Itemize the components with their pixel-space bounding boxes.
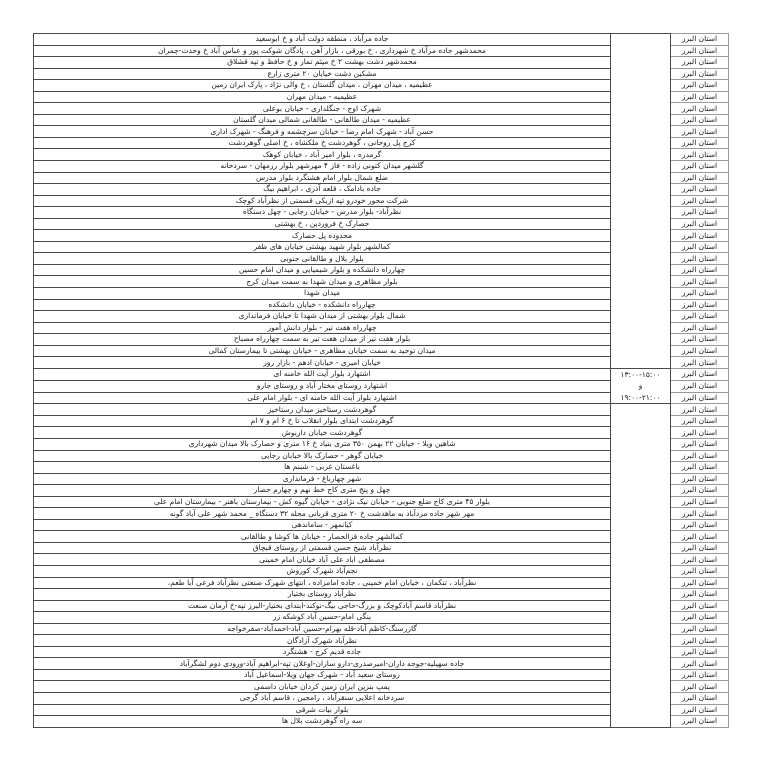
province-cell: استان البرز — [671, 80, 729, 92]
province-cell: استان البرز — [671, 577, 729, 589]
province-cell: استان البرز — [671, 276, 729, 288]
address-cell: بلوار هفت تیر از میدان هفت تیر به سمت چهارراه مصباح — [34, 334, 611, 346]
province-cell: استان البرز — [671, 623, 729, 635]
outage-table-body — [34, 34, 729, 728]
province-cell: استان البرز — [671, 114, 729, 126]
address-cell: مشکین دشت خیابان ۲۰ متری زارع — [34, 68, 611, 80]
address-cell: نظرآباد- بلوار مدرس - خیابان رجایی - چهل دستگاه — [34, 207, 611, 219]
address-cell: گازرستگ-کاظم آباد-قله بهرام-حسین آباد-احمدآباد-صفرخواجه — [34, 623, 611, 635]
address-cell: گوهردشت خیابان داریوش — [34, 427, 611, 439]
province-cell: استان البرز — [671, 485, 729, 497]
address-cell: اشتهارد بلوار آیت الله خامنه ای — [34, 368, 611, 380]
address-cell: ینگی امام-حسین آباد کوشکه زر — [34, 612, 611, 624]
outage-table — [33, 33, 729, 728]
address-cell: محمدشهر جاده مرآباد خ شهرداری ، خ بورقی ، بازار آهن ، پادگان شوکت پور و عباس آباد خ وحدت-چمران — [34, 45, 611, 57]
address-cell: روستای سعید آباد - شهرک جهان ویلا-اسماعیل آباد — [34, 669, 611, 681]
address-cell: بلوار بیات شرقی — [34, 704, 611, 716]
province-cell: استان البرز — [671, 299, 729, 311]
outage-table-grid — [33, 33, 729, 728]
address-cell: حصارک خ فروردین ، خ بهشتی — [34, 218, 611, 230]
province-cell: استان البرز — [671, 716, 729, 728]
province-cell: استان البرز — [671, 126, 729, 138]
address-cell: نظرآباد روستای بختیار — [34, 589, 611, 601]
province-cell: استان البرز — [671, 311, 729, 323]
province-cell: استان البرز — [671, 322, 729, 334]
province-cell: استان البرز — [671, 704, 729, 716]
address-cell: خیابان گوهر - حصارک بالا خیابان رجایی — [34, 450, 611, 462]
address-cell: عظیمیه - میدان طالقانی - طالقانی شمالی میدان گلستان — [34, 114, 611, 126]
province-cell: استان البرز — [671, 161, 729, 173]
province-cell: استان البرز — [671, 450, 729, 462]
province-cell: استان البرز — [671, 635, 729, 647]
outage-time-cell — [611, 368, 671, 404]
address-cell: اشتهارد روستای مختار آباد و روستای جارو — [34, 380, 611, 392]
address-cell: سردخانه اعلایی سنقرآباد ، رامجین ، قاسم آباد گرجی — [34, 693, 611, 705]
outage-time-line: ۱۹:۰۰-۲۱:۰۰ — [620, 392, 661, 402]
address-cell: باغستان غربی - شبنم ها — [34, 462, 611, 474]
province-cell: استان البرز — [671, 368, 729, 380]
address-cell: محمدشهر دشت بهشت ۲ خ میثم تمار و خ حافظ و تپه قشلاق — [34, 57, 611, 69]
address-cell: گوهردشت رستاخیز میدان رستاخیز — [34, 404, 611, 416]
table-row — [34, 404, 729, 416]
address-cell: کرج پل روحانی ، گوهردشت خ ملکشاه ، خ اصلی گوهردشت — [34, 137, 611, 149]
address-cell: شهرک اوج - جنگلداری - خیابان بوعلی — [34, 103, 611, 115]
address-cell: مهر شهر جاده مردآباد به ماهدشت خ ۲۰ متری قربانی محله ۳۲ دستگاه _ محمد شهر علی آباد گونه — [34, 508, 611, 520]
address-cell: جاده بادامک ، قلعه آذری ، ابراهیم بیگ — [34, 184, 611, 196]
province-cell: استان البرز — [671, 230, 729, 242]
province-cell: استان البرز — [671, 496, 729, 508]
address-cell: میدان شهدا — [34, 288, 611, 300]
province-cell: استان البرز — [671, 288, 729, 300]
province-cell: استان البرز — [671, 137, 729, 149]
table-row — [34, 34, 729, 46]
province-cell: استان البرز — [671, 68, 729, 80]
province-cell: استان البرز — [671, 542, 729, 554]
province-cell: استان البرز — [671, 404, 729, 416]
address-cell: مصطفی اباد علی آباد خیابان امام خمینی — [34, 554, 611, 566]
province-cell: استان البرز — [671, 218, 729, 230]
province-cell: استان البرز — [671, 600, 729, 612]
address-cell: حسن آباد - شهرک امام رضا - خیابان سرچشمه و فرهنگ - شهرک اداری — [34, 126, 611, 138]
province-cell: استان البرز — [671, 566, 729, 578]
table-row — [34, 368, 729, 380]
address-cell: شرکت محور خودرو تپه ازبکی قسمتی از نظرآباد کوچک — [34, 195, 611, 207]
address-cell: شمال بلوار بهشتی از میدان شهدا تا خیابان فرمانداری — [34, 311, 611, 323]
province-cell: استان البرز — [671, 462, 729, 474]
province-cell: استان البرز — [671, 34, 729, 46]
address-cell: جاده مرآباد ، منطقه دولت آباد و خ ابوسعید — [34, 34, 611, 46]
province-cell: استان البرز — [671, 172, 729, 184]
province-cell: استان البرز — [671, 531, 729, 543]
province-cell: استان البرز — [671, 439, 729, 451]
address-cell: گرمدره ، بلوار امیر آباد ، خیابان کوهک — [34, 149, 611, 161]
province-cell: استان البرز — [671, 241, 729, 253]
province-cell: استان البرز — [671, 646, 729, 658]
address-cell: نظرآباد شهرک آزادگان — [34, 635, 611, 647]
province-cell: استان البرز — [671, 345, 729, 357]
address-cell: بلوار بلال و طالقانی جنوبی — [34, 253, 611, 265]
address-cell: چهارراه دانشکده و بلوار شیمیایی و میدان امام حسین — [34, 264, 611, 276]
address-cell: کمالشهر بلوار شهید بهشتی خیابان های ظفر — [34, 241, 611, 253]
province-cell: استان البرز — [671, 380, 729, 392]
address-cell: گلشهر میدان کتونی زاده - فاز ۴ مهرشهر بلوار رزمهان - سردخانه — [34, 161, 611, 173]
province-cell: استان البرز — [671, 554, 729, 566]
address-cell: چهل و پنج متری کاج خط نهم و چهارم حصار — [34, 485, 611, 497]
province-cell: استان البرز — [671, 149, 729, 161]
address-cell: شاهین ویلا - خیابان ۲۲ بهمن ۳۵۰ متری بنیاد خ ۱۶ متری و حصارک بالا میدان شهرداری — [34, 439, 611, 451]
outage-time-line: و — [638, 381, 643, 391]
address-cell: عظیمیه - میدان مهران — [34, 91, 611, 103]
province-cell: استان البرز — [671, 415, 729, 427]
address-cell: گوهردشت ابتدای بلوار انقلاب تا خ ۶ ام و ۷ ام — [34, 415, 611, 427]
address-cell: چهارراه دانشکده - خیابان دانشکده — [34, 299, 611, 311]
address-cell: سه راه گوهردشت بلال ها — [34, 716, 611, 728]
address-cell: شهر چهارباغ - فرمانداری — [34, 473, 611, 485]
province-cell: استان البرز — [671, 612, 729, 624]
address-cell: خیابان امیری - خیابان ادهم - بازار روز — [34, 357, 611, 369]
address-cell: عظیمیه ، میدان مهران ، میدان گلستان ، خ والی نژاد ، پارک ایران زمین — [34, 80, 611, 92]
address-cell: نظرآباد قاسم آبادکوچک و بزرگ-حاجی بیگ-نوکند-ابتدای بختیار-البرز تپه-خ آرمان صنعت — [34, 600, 611, 612]
address-cell: پمپ بنزین ایران زمین کردان خیابان داسمی — [34, 681, 611, 693]
province-cell: استان البرز — [671, 103, 729, 115]
address-cell: ضلع شمال بلوار امام هشتگرد بلوار مدرس — [34, 172, 611, 184]
province-cell: استان البرز — [671, 669, 729, 681]
empty-time-cell — [611, 34, 671, 369]
province-cell: استان البرز — [671, 334, 729, 346]
address-cell: بلوار ۴۵ متری کاج ضلع جنوبی - خیابان نیک نژادی - خیابان گیوه کش - بیمارستان باهنر - بیمارستان امام علی — [34, 496, 611, 508]
address-cell: جاده سهیلیه-جوجه داران-امیرصدری-دارو سازان-اوغلان تپه-ابراهیم آباد-ورودی دوم لشگرآباد — [34, 658, 611, 670]
province-cell: استان البرز — [671, 658, 729, 670]
address-cell: نظرآباد شیخ حسن قسمتی از روستای قبچاق — [34, 542, 611, 554]
address-cell: جاده قدیم کرج - هشتگرد — [34, 646, 611, 658]
address-cell: کمالشهر جاده قزالحصار - خیابان ها کوشا و طالقانی — [34, 531, 611, 543]
province-cell: استان البرز — [671, 693, 729, 705]
province-cell: استان البرز — [671, 508, 729, 520]
province-cell: استان البرز — [671, 473, 729, 485]
province-cell: استان البرز — [671, 195, 729, 207]
province-cell: استان البرز — [671, 519, 729, 531]
address-cell: بلوار مظاهری و میدان شهدا به سمت میدان کرج — [34, 276, 611, 288]
province-cell: استان البرز — [671, 207, 729, 219]
province-cell: استان البرز — [671, 45, 729, 57]
address-cell: نظرآباد ، تنکمان ، خیابان امام خمینی ، جاده امامزاده ، انتهای شهرک صنعتی نظرآباد فرعی آبا طعم، — [34, 577, 611, 589]
address-cell: محدوده پل حصارک — [34, 230, 611, 242]
province-cell: استان البرز — [671, 264, 729, 276]
province-cell: استان البرز — [671, 427, 729, 439]
province-cell: استان البرز — [671, 253, 729, 265]
empty-time-cell — [611, 404, 671, 727]
province-cell: استان البرز — [671, 184, 729, 196]
address-cell: کیانمهر - ساماندهی — [34, 519, 611, 531]
address-cell: میدان توحید به سمت خیابان مظاهری - خیابان بهشتی تا بیمارستان کمالی — [34, 345, 611, 357]
address-cell: نجم‌آباد شهرک کوروش — [34, 566, 611, 578]
province-cell: استان البرز — [671, 357, 729, 369]
province-cell: استان البرز — [671, 91, 729, 103]
province-cell: استان البرز — [671, 57, 729, 69]
province-cell: استان البرز — [671, 392, 729, 404]
province-cell: استان البرز — [671, 589, 729, 601]
outage-time-line: ۱۳:۰۰-۱۵:۰۰ — [620, 369, 661, 379]
address-cell: چهارراه هفت تیر - بلوار دانش آموز — [34, 322, 611, 334]
province-cell: استان البرز — [671, 681, 729, 693]
address-cell: اشتهارد بلوار آیت الله خامنه ای - بلوار امام علی — [34, 392, 611, 404]
